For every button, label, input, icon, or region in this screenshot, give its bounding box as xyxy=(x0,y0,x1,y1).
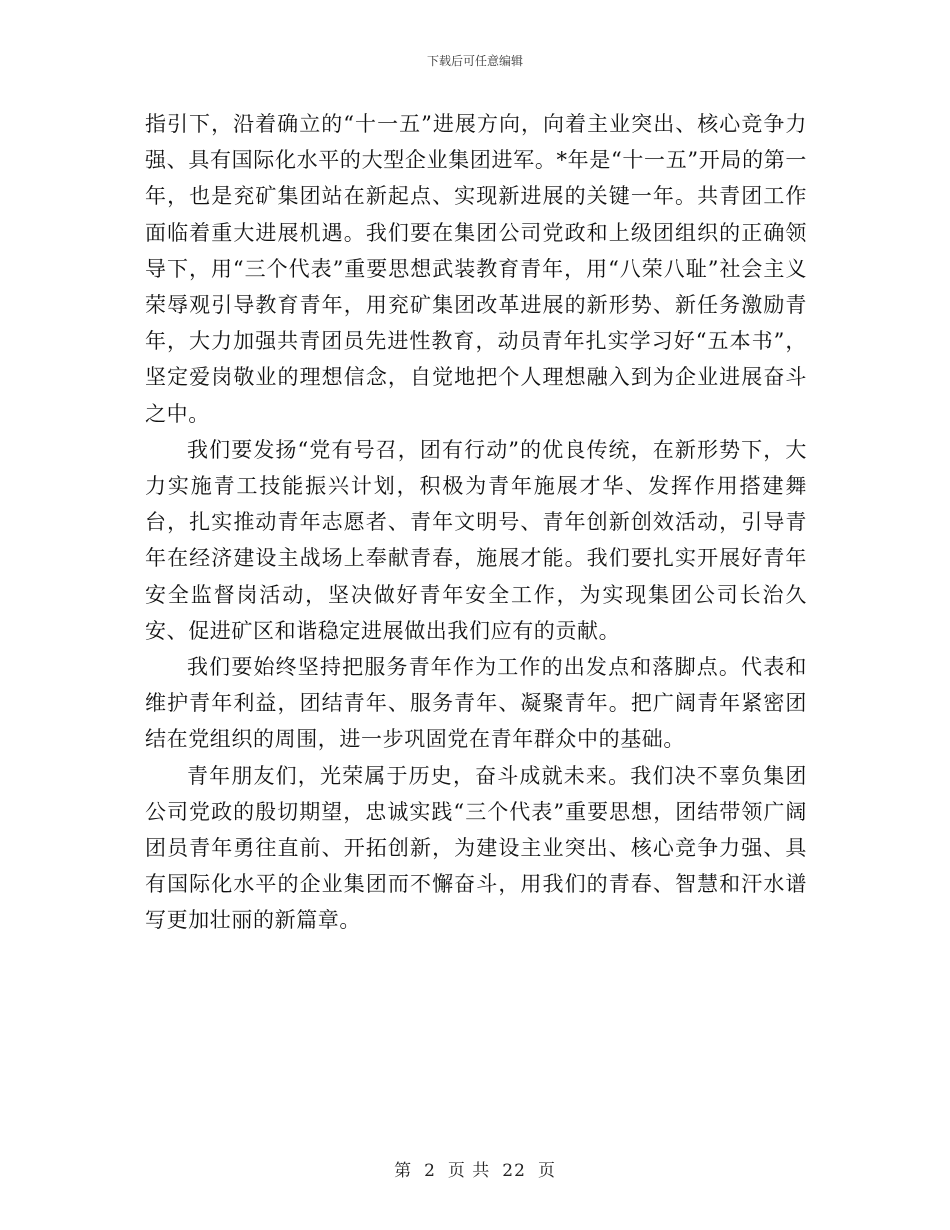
paragraph-2: 我们要发扬“党有号召，团有行动”的优良传统，在新形势下，大力实施青工技能振兴计划，积极为青年施展才华、发挥作用搭建舞台，扎实推动青年志愿者、青年文明号、青年创新创效活动，引导青年在经济建设主战场上奉献青春，施展才能。我们要扎实开展好青年安全监督岗活动，坚决做好青年安全工作，为实现集团公司长治久安、促进矿区和谐稳定进展做出我们应有的贡献。 xyxy=(145,437,807,643)
total-page-count: 22 xyxy=(502,1161,526,1181)
page-label-suffix: 页 xyxy=(537,1161,556,1181)
current-page-number: 2 xyxy=(424,1161,436,1181)
page-label-mid: 页 共 xyxy=(447,1161,491,1181)
paragraph-4: 青年朋友们，光荣属于历史，奋斗成就未来。我们决不辜负集团公司党政的殷切期望，忠诚实践“三个代表”重要思想，团结带领广阔团员青年勇往直前、开拓创新，为建设主业突出、核心竞争力强、具有国际化水平的企业集团而不懈奋斗，用我们的青春、智慧和汗水谱写更加壮丽的新篇章。 xyxy=(145,763,807,933)
paragraph-1: 指引下，沿着确立的“十一五”进展方向，向着主业突出、核心竞争力强、具有国际化水平的大型企业集团进军。*年是“十一五”开局的第一年，也是兖矿集团站在新起点、实现新进展的关键一年。共青团工作面临着重大进展机遇。我们要在集团公司党政和上级团组织的正确领导下，用“三个代表”重要思想武装教育青年，用“八荣八耻”社会主义荣辱观引导教育青年，用兖矿集团改革进展的新形势、新任务激励青年，大力加强共青团员先进性教育，动员青年扎实学习好“五本书”，坚定爱岗敬业的理想信念，自觉地把个人理想融入到为企业进展奋斗之中。 xyxy=(145,112,807,426)
header-note: 下载后可任意编辑 xyxy=(426,54,523,68)
page-footer xyxy=(0,1156,950,1181)
paragraph-3: 我们要始终坚持把服务青年作为工作的出发点和落脚点。代表和维护青年利益，团结青年、服务青年、凝聚青年。把广阔青年紧密团结在党组织的周围，进一步巩固党在青年群众中的基础。 xyxy=(145,655,807,752)
document-body xyxy=(145,106,807,939)
page-label-prefix: 第 xyxy=(394,1161,413,1181)
